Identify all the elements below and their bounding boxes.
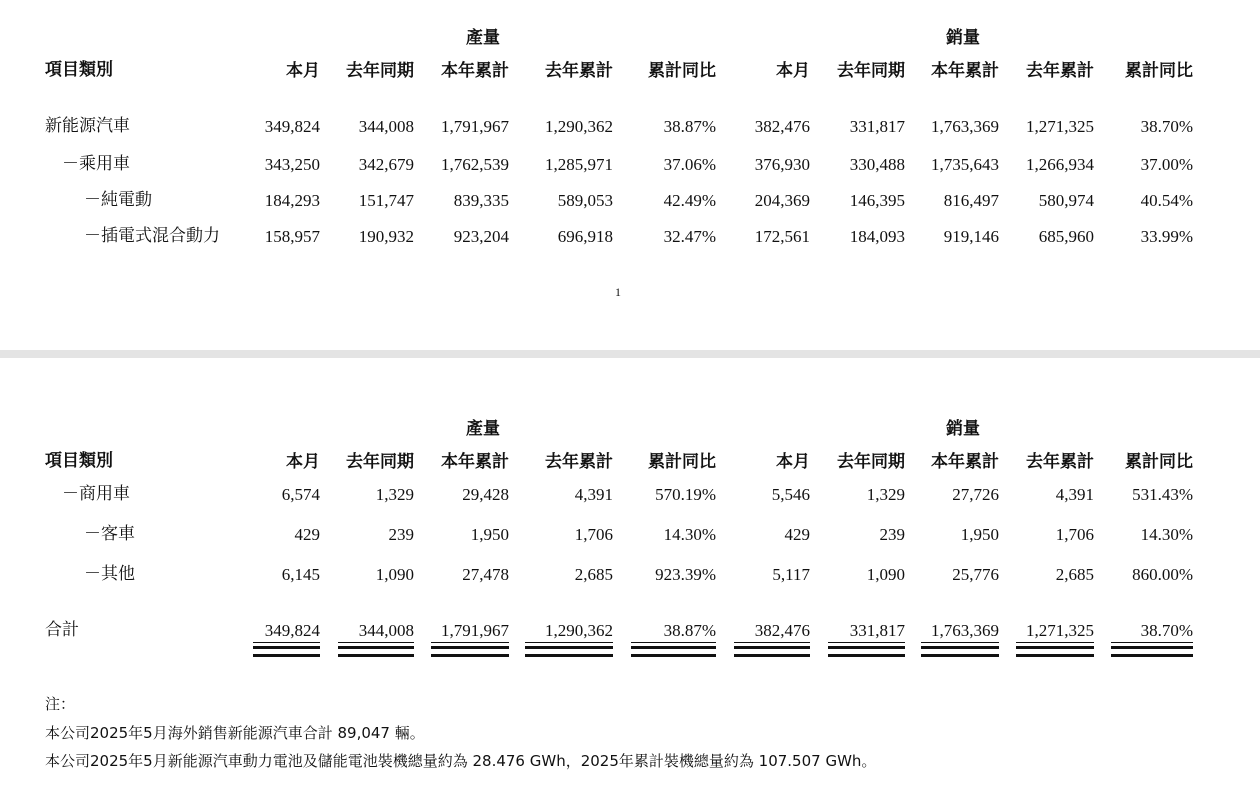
- total-row-value: 1,763,369: [931, 621, 999, 640]
- table-row-value: 1,791,967: [441, 117, 509, 136]
- production-group-header: 產量: [466, 28, 500, 48]
- table-row-value: 38.70%: [1140, 117, 1193, 136]
- sales-group-header: 銷量: [946, 28, 980, 48]
- table-row-value: 4,391: [574, 485, 613, 504]
- table-row-value: 923,204: [453, 227, 509, 246]
- notes-title: 注：: [45, 695, 76, 713]
- table-row-value: 40.54%: [1140, 191, 1193, 210]
- table-row-value: 331,817: [849, 117, 905, 136]
- column-header: 累計同比: [1125, 452, 1193, 471]
- double-underline: [921, 646, 999, 649]
- table-row-value: 158,957: [264, 227, 320, 246]
- column-header: 本年累計: [931, 452, 999, 471]
- double-underline: [431, 654, 509, 657]
- table-row-value: 151,747: [358, 191, 414, 210]
- total-underline: [1111, 642, 1193, 643]
- double-underline: [734, 654, 810, 657]
- double-underline: [525, 654, 613, 657]
- table-row-value: 531.43%: [1132, 485, 1193, 504]
- total-underline: [828, 642, 905, 643]
- sales-group-header: 銷量: [946, 419, 980, 439]
- total-row-value: 1,791,967: [441, 621, 509, 640]
- column-header: 去年同期: [837, 452, 905, 471]
- table-row-value: 172,561: [754, 227, 810, 246]
- table-row-value: 382,476: [754, 117, 810, 136]
- table-row-value: 429: [784, 525, 810, 544]
- category-column-header: 項目類別: [45, 60, 113, 80]
- double-underline: [1111, 654, 1193, 657]
- total-underline: [734, 642, 810, 643]
- column-header: 去年同期: [346, 61, 414, 80]
- category-column-header: 項目類別: [45, 451, 113, 471]
- note-line: 本公司2025年5月海外銷售新能源汽車合計 89,047 輛。: [45, 724, 425, 742]
- table-row-value: 190,932: [358, 227, 414, 246]
- double-underline: [921, 654, 999, 657]
- table-row-value: 6,574: [281, 485, 320, 504]
- table-row-value: 37.06%: [663, 155, 716, 174]
- table-row-value: 1,271,325: [1026, 117, 1094, 136]
- column-header: 累計同比: [648, 61, 716, 80]
- table-row-value: 37.00%: [1140, 155, 1193, 174]
- total-row-value: 1,271,325: [1026, 621, 1094, 640]
- double-underline: [734, 646, 810, 649]
- column-header: 去年累計: [1026, 452, 1094, 471]
- table-row-value: 860.00%: [1132, 565, 1193, 584]
- column-header: 本月: [286, 452, 320, 471]
- table-row-label: 新能源汽車: [45, 116, 130, 136]
- double-underline: [253, 646, 320, 649]
- table-row-value: 1,290,362: [545, 117, 613, 136]
- table-row-value: 184,293: [264, 191, 320, 210]
- column-header: 累計同比: [648, 452, 716, 471]
- column-header: 累計同比: [1125, 61, 1193, 80]
- table-row-value: 1,950: [470, 525, 509, 544]
- table-row-value: 1,762,539: [441, 155, 509, 174]
- table-row-value: 204,369: [754, 191, 810, 210]
- table-row-value: 33.99%: [1140, 227, 1193, 246]
- table-row-label: －其他: [84, 564, 135, 584]
- table-row-value: 349,824: [264, 117, 320, 136]
- column-header: 本月: [776, 452, 810, 471]
- table-row-value: 2,685: [574, 565, 613, 584]
- double-underline: [828, 646, 905, 649]
- table-row-value: 1,763,369: [931, 117, 999, 136]
- column-header: 去年累計: [545, 452, 613, 471]
- table-row-value: 239: [879, 525, 905, 544]
- note-line: 本公司2025年5月新能源汽車動力電池及儲能電池裝機總量約為 28.476 GWh，2025年累計裝機總量約為 107.507 GWh。: [45, 752, 877, 770]
- total-row-label: 合計: [45, 620, 79, 640]
- total-underline: [338, 642, 414, 643]
- double-underline: [525, 646, 613, 649]
- total-underline: [253, 642, 320, 643]
- table-row-value: 32.47%: [663, 227, 716, 246]
- table-row-value: 1,950: [960, 525, 999, 544]
- table-row-value: 1,329: [866, 485, 905, 504]
- table-row-label: －插電式混合動力: [84, 226, 220, 246]
- total-row-value: 38.70%: [1140, 621, 1193, 640]
- table-row-value: 146,395: [849, 191, 905, 210]
- table-row-value: 5,546: [771, 485, 810, 504]
- double-underline: [631, 654, 716, 657]
- table-row-value: 376,930: [754, 155, 810, 174]
- table-row-value: 5,117: [772, 565, 810, 584]
- page-separator: [0, 350, 1260, 358]
- table-row-label: －乘用車: [62, 154, 130, 174]
- total-underline: [1016, 642, 1094, 643]
- table-row-value: 239: [388, 525, 414, 544]
- table-row-value: 1,735,643: [931, 155, 999, 174]
- double-underline: [253, 654, 320, 657]
- column-header: 去年累計: [1026, 61, 1094, 80]
- column-header: 本月: [776, 61, 810, 80]
- table-row-value: 919,146: [943, 227, 999, 246]
- table-row-value: 1,090: [866, 565, 905, 584]
- table-row-value: 343,250: [264, 155, 320, 174]
- table-row-value: 344,008: [358, 117, 414, 136]
- total-underline: [631, 642, 716, 643]
- table-row-label: －純電動: [84, 190, 152, 210]
- column-header: 去年累計: [545, 61, 613, 80]
- double-underline: [338, 654, 414, 657]
- total-underline: [431, 642, 509, 643]
- table-row-value: 42.49%: [663, 191, 716, 210]
- table-row-value: 1,706: [1055, 525, 1094, 544]
- double-underline: [1016, 646, 1094, 649]
- double-underline: [828, 654, 905, 657]
- table-row-value: 14.30%: [663, 525, 716, 544]
- double-underline: [1016, 654, 1094, 657]
- table-row-value: 27,478: [462, 565, 509, 584]
- table-row-value: 685,960: [1038, 227, 1094, 246]
- table-row-value: 4,391: [1055, 485, 1094, 504]
- document-page-1: [0, 0, 1260, 350]
- column-header: 去年同期: [346, 452, 414, 471]
- table-row-value: 839,335: [453, 191, 509, 210]
- column-header: 本年累計: [441, 61, 509, 80]
- document-page-2: [0, 358, 1260, 799]
- table-row-value: 1,266,934: [1026, 155, 1094, 174]
- column-header: 本年累計: [931, 61, 999, 80]
- table-row-value: 696,918: [557, 227, 613, 246]
- double-underline: [631, 646, 716, 649]
- table-row-value: 27,726: [952, 485, 999, 504]
- table-row-value: 429: [294, 525, 320, 544]
- total-underline: [921, 642, 999, 643]
- double-underline: [431, 646, 509, 649]
- table-row-value: 1,285,971: [545, 155, 613, 174]
- table-row-value: 1,090: [375, 565, 414, 584]
- double-underline: [338, 646, 414, 649]
- total-row-value: 38.87%: [663, 621, 716, 640]
- total-row-value: 382,476: [754, 621, 810, 640]
- table-row-value: 38.87%: [663, 117, 716, 136]
- table-row-value: 184,093: [849, 227, 905, 246]
- total-underline: [525, 642, 613, 643]
- table-row-value: 580,974: [1038, 191, 1094, 210]
- table-row-value: 2,685: [1055, 565, 1094, 584]
- column-header: 去年同期: [837, 61, 905, 80]
- total-row-value: 349,824: [264, 621, 320, 640]
- production-group-header: 產量: [466, 419, 500, 439]
- table-row-value: 6,145: [281, 565, 320, 584]
- page-number: 1: [615, 285, 621, 299]
- table-row-value: 923.39%: [655, 565, 716, 584]
- total-row-value: 344,008: [358, 621, 414, 640]
- table-row-value: 25,776: [952, 565, 999, 584]
- table-row-value: 342,679: [358, 155, 414, 174]
- table-row-value: 29,428: [462, 485, 509, 504]
- table-row-value: 816,497: [943, 191, 999, 210]
- total-row-value: 331,817: [849, 621, 905, 640]
- table-row-label: －商用車: [62, 484, 130, 504]
- total-row-value: 1,290,362: [545, 621, 613, 640]
- table-row-value: 1,329: [375, 485, 414, 504]
- table-row-label: －客車: [84, 524, 135, 544]
- table-row-value: 14.30%: [1140, 525, 1193, 544]
- double-underline: [1111, 646, 1193, 649]
- table-row-value: 1,706: [574, 525, 613, 544]
- table-row-value: 570.19%: [655, 485, 716, 504]
- column-header: 本年累計: [441, 452, 509, 471]
- table-row-value: 330,488: [849, 155, 905, 174]
- column-header: 本月: [286, 61, 320, 80]
- table-row-value: 589,053: [557, 191, 613, 210]
